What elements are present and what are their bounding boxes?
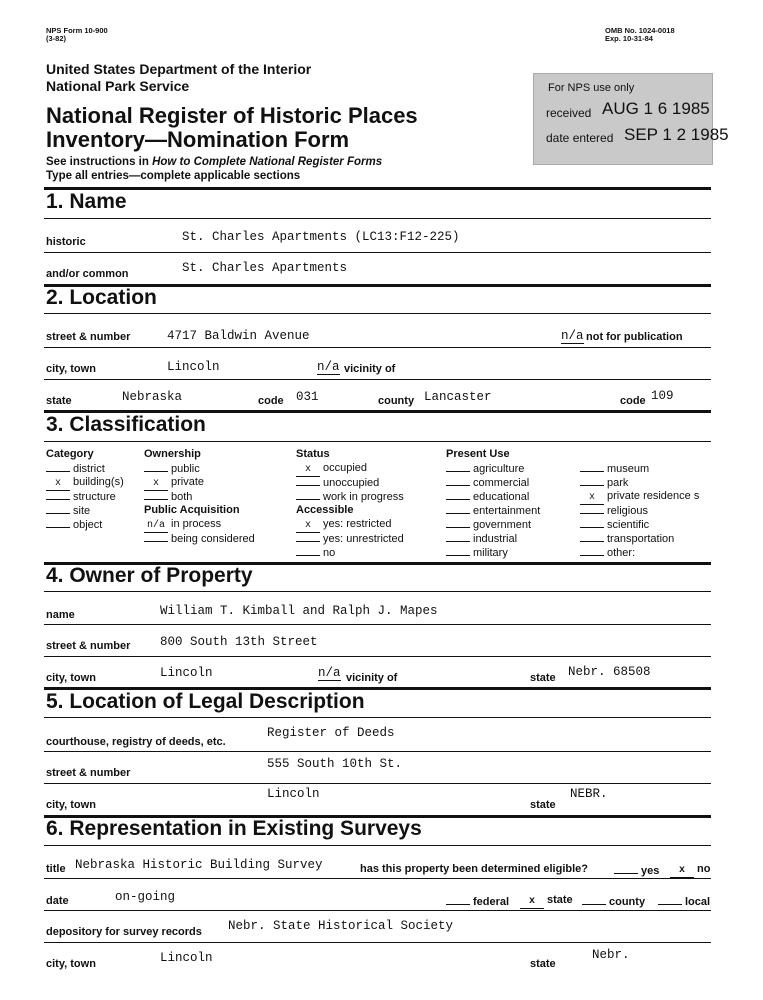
service-name: National Park Service — [46, 78, 190, 94]
department-name: United States Department of the Interior — [46, 61, 312, 77]
ownership-item: both — [144, 489, 255, 503]
status-header: Status — [296, 448, 330, 460]
form-number: NPS Form 10-900 — [46, 26, 108, 35]
section-5-title: 5. Location of Legal Description — [46, 690, 365, 713]
legal-city-label: city, town — [46, 799, 96, 811]
courthouse-value: Register of Deeds — [267, 726, 395, 740]
legal-state-label: state — [530, 799, 556, 811]
field-rule — [44, 783, 711, 784]
field-rule — [44, 942, 711, 943]
street-number-label: street & number — [46, 331, 131, 343]
survey-state-label: state — [530, 958, 556, 970]
depository-label: depository for survey records — [46, 926, 202, 938]
category-column — [46, 447, 124, 531]
city-town-label: city, town — [46, 363, 96, 375]
public-acquisition-item: n/a in process — [144, 517, 255, 531]
level-state: x state — [520, 894, 573, 909]
owner-street-label: street & number — [46, 640, 131, 652]
owner-state-value: Nebr. 68508 — [568, 665, 651, 679]
eligible-question: has this property been determined eligible? — [360, 863, 588, 875]
survey-date-label: date — [46, 895, 69, 907]
present-use-header: Present Use — [446, 448, 510, 460]
common-name-label: and/or common — [46, 268, 129, 280]
accessible-header: Accessible — [296, 504, 354, 516]
street-number-value: 4717 Baldwin Avenue — [167, 329, 310, 343]
field-rule — [44, 910, 711, 911]
section-rule — [44, 591, 711, 592]
eligible-yes: yes — [614, 863, 659, 877]
section-rule — [44, 313, 711, 314]
owner-vicinity-mark: n/a — [318, 666, 341, 680]
section-rule — [44, 218, 711, 219]
historic-label: historic — [46, 236, 86, 248]
stamp-entered-label: date entered — [546, 131, 614, 145]
present-use-column-2 — [580, 461, 699, 559]
county-code-value: 109 — [651, 389, 674, 403]
legal-street-label: street & number — [46, 767, 131, 779]
present-use-item: other: — [580, 545, 699, 559]
city-town-value: Lincoln — [167, 360, 220, 374]
survey-city-value: Lincoln — [160, 951, 213, 965]
depository-value: Nebr. State Historical Society — [228, 919, 454, 933]
survey-title-label: title — [46, 863, 66, 875]
present-use-item: educational — [446, 489, 540, 503]
section-1-title: 1. Name — [46, 190, 127, 213]
present-use-item: military — [446, 545, 540, 559]
accessible-item: x yes: restricted — [296, 517, 404, 531]
present-use-item: entertainment — [446, 503, 540, 517]
expiration-date: Exp. 10-31-84 — [605, 34, 653, 43]
stamp-entered-value: SEP 1 2 1985 — [624, 125, 729, 144]
owner-city-label: city, town — [46, 672, 96, 684]
not-for-publication-label: not for publication — [586, 331, 683, 343]
not-for-publication-mark: n/a — [561, 329, 584, 343]
instructions-line1: See instructions in How to Complete National Register Forms — [46, 156, 383, 168]
field-rule — [44, 878, 711, 879]
nps-use-stamp — [533, 73, 729, 165]
owner-vicinity-label: vicinity of — [346, 672, 398, 684]
courthouse-label: courthouse, registry of deeds, etc. — [46, 736, 226, 748]
section-rule — [44, 845, 711, 846]
level-federal: federal — [446, 894, 509, 908]
accessible-item: no — [296, 545, 404, 559]
state-label: state — [46, 395, 72, 407]
owner-street-value: 800 South 13th Street — [160, 635, 318, 649]
present-use-item: scientific — [580, 517, 699, 531]
omb-number: OMB No. 1024-0018 — [605, 26, 675, 35]
state-code-value: 031 — [296, 390, 319, 404]
section-rule — [44, 187, 711, 190]
category-item: structure — [46, 489, 124, 503]
section-3-title: 3. Classification — [46, 413, 206, 436]
survey-date-value: on-going — [115, 890, 176, 904]
ownership-column — [144, 447, 255, 545]
accessible-item: yes: unrestricted — [296, 531, 404, 545]
status-item: x occupied — [296, 461, 404, 475]
survey-state-value: Nebr. — [592, 948, 630, 962]
legal-city-value: Lincoln — [267, 787, 320, 801]
level-local: local — [658, 894, 710, 908]
county-value: Lancaster — [424, 390, 492, 404]
ownership-item: public — [144, 461, 255, 475]
eligible-no: x no — [670, 863, 710, 878]
present-use-item: industrial — [446, 531, 540, 545]
vicinity-mark: n/a — [317, 360, 340, 374]
county-label: county — [378, 395, 415, 407]
section-rule — [44, 717, 711, 718]
present-use-item: government — [446, 517, 540, 531]
field-rule — [44, 656, 711, 657]
legal-street-value: 555 South 10th St. — [267, 757, 403, 771]
category-item: site — [46, 503, 124, 517]
status-column — [296, 447, 404, 559]
section-4-title: 4. Owner of Property — [46, 564, 253, 587]
field-rule — [44, 252, 711, 253]
historic-name-value: St. Charles Apartments (LC13:F12-225) — [182, 230, 460, 244]
owner-name-value: William T. Kimball and Ralph J. Mapes — [160, 604, 438, 618]
owner-name-label: name — [46, 609, 75, 621]
public-acquisition-header: Public Acquisition — [144, 504, 240, 516]
common-name-value: St. Charles Apartments — [182, 261, 348, 275]
stamp-title: For NPS use only — [548, 82, 635, 94]
category-item: object — [46, 517, 124, 531]
present-use-item: museum — [580, 461, 699, 475]
status-item: work in progress — [296, 489, 404, 503]
ownership-item: x private — [144, 475, 255, 489]
legal-state-value: NEBR. — [570, 787, 608, 801]
category-item: x building(s) — [46, 475, 124, 489]
public-acquisition-item: being considered — [144, 531, 255, 545]
present-use-column-1 — [446, 447, 540, 559]
code-label: code — [258, 395, 284, 407]
present-use-item: transportation — [580, 531, 699, 545]
vicinity-label: vicinity of — [344, 363, 396, 375]
field-rule — [44, 624, 711, 625]
survey-title-value: Nebraska Historic Building Survey — [75, 858, 323, 872]
form-title-line1: National Register of Historic Places — [46, 103, 418, 128]
survey-city-label: city, town — [46, 958, 96, 970]
present-use-item: park — [580, 475, 699, 489]
present-use-item: religious — [580, 503, 699, 517]
owner-city-value: Lincoln — [160, 666, 213, 680]
form-title-line2: Inventory—Nomination Form — [46, 127, 350, 152]
stamp-received-value: AUG 1 6 1985 — [602, 99, 710, 118]
category-item: district — [46, 461, 124, 475]
instructions-line2: Type all entries—complete applicable sections — [46, 170, 301, 182]
field-rule — [44, 379, 711, 380]
section-rule — [44, 441, 711, 442]
county-code-label: code — [620, 395, 646, 407]
category-header: Category — [46, 448, 94, 460]
field-rule — [44, 347, 711, 348]
present-use-item: commercial — [446, 475, 540, 489]
state-value: Nebraska — [122, 390, 183, 404]
form-date: (3-82) — [46, 34, 67, 43]
present-use-item: agriculture — [446, 461, 540, 475]
ownership-header: Ownership — [144, 448, 201, 460]
status-item: unoccupied — [296, 475, 404, 489]
section-2-title: 2. Location — [46, 286, 157, 309]
level-county: county — [582, 894, 645, 908]
stamp-received-label: received — [546, 106, 592, 120]
field-rule — [44, 751, 711, 752]
owner-state-label: state — [530, 672, 556, 684]
present-use-item: x private residence s — [580, 489, 699, 503]
section-6-title: 6. Representation in Existing Surveys — [46, 817, 422, 840]
